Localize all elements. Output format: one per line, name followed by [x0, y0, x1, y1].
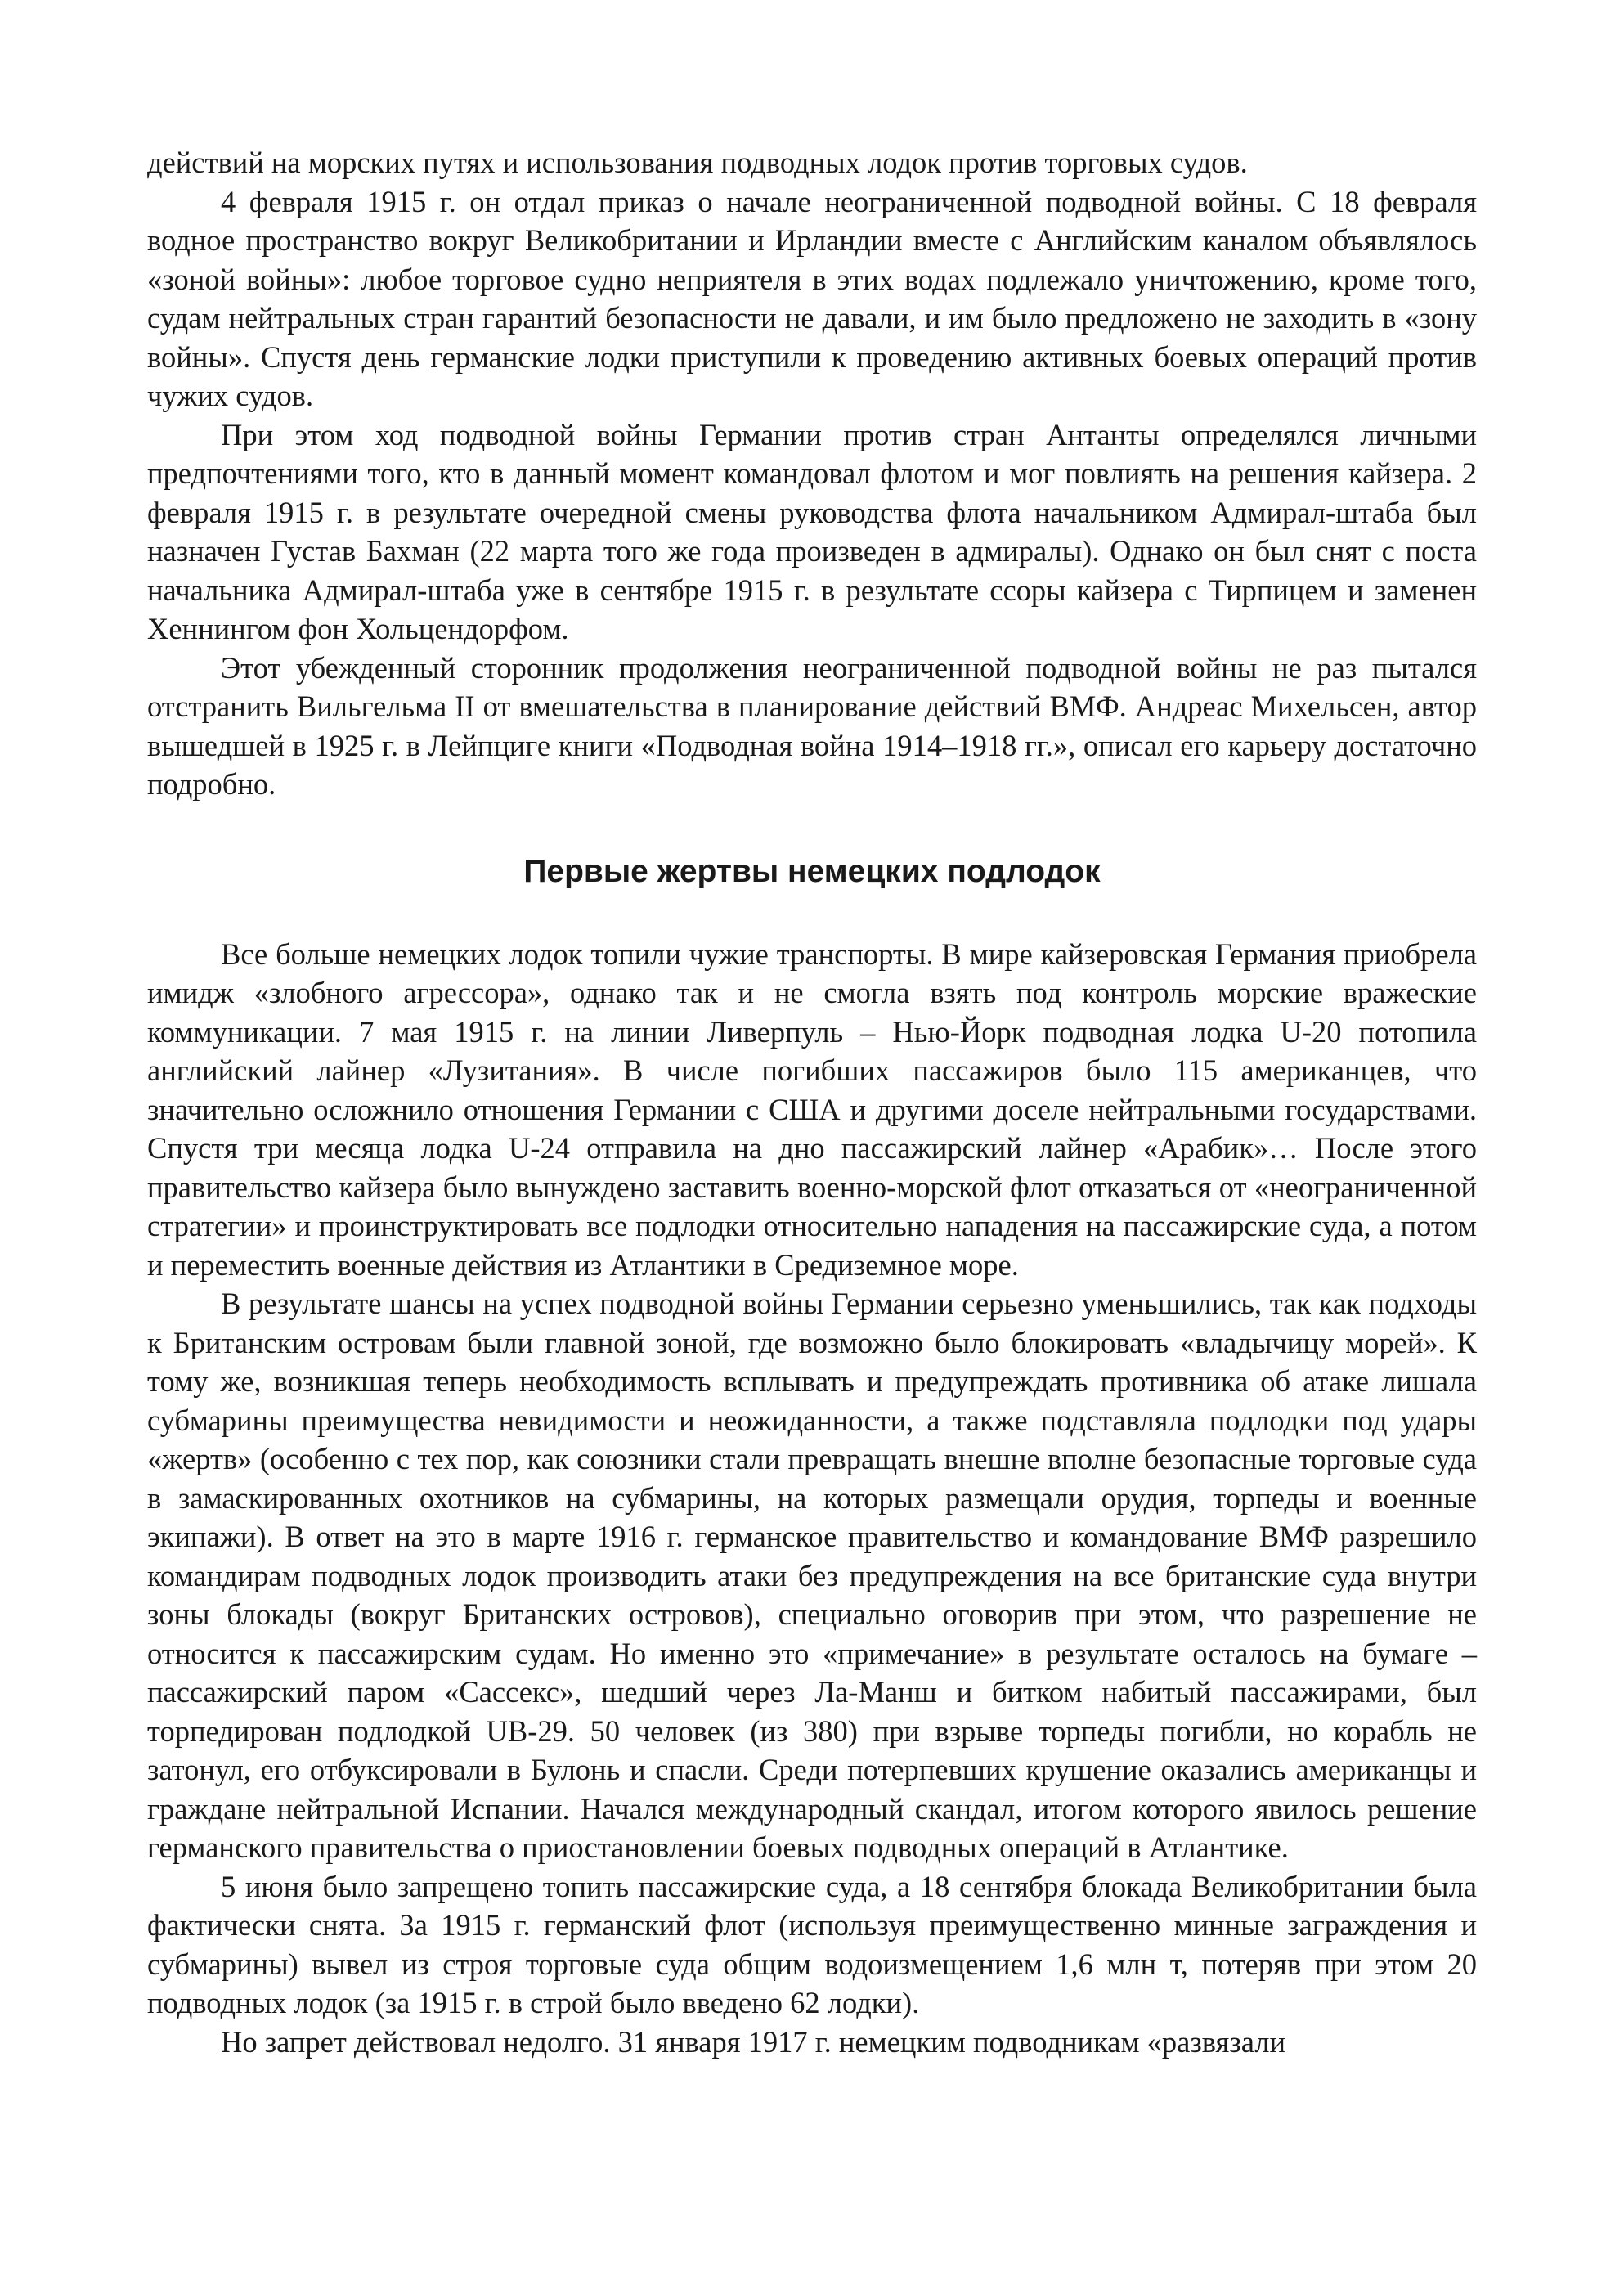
paragraph-unrestricted-war-order: 4 февраля 1915 г. он отдал приказ о начале неограниченной подводной войны. С 18 февраля водное пространство вокруг Великобритании и Ирландии вместе с Английским каналом объявлялось «зоной войны»: любое торговое судно неприятеля в этих водах подлежало уничтожению, кроме того, судам нейтральных стран гарантий безопасности не давали, и им было предложено не заходить в «зону войны». Спустя день германские лодки приступили к проведению активных боевых операций против чужих судов. — [147, 184, 1477, 412]
paragraph-lusitania: Все больше немецких лодок топили чужие транспорты. В мире кайзеровская Германия приобрела имидж «злобного агрессора», однако так и не смогла взять под контроль морские вражеские коммуникации. 7 мая 1915 г. на линии Ливерпуль – Нью-Йорк подводная лодка U-20 потопила английский лайнер «Лузитания». В числе погибших пассажиров было 115 американцев, что значительно осложнило отношения Германии с США и другими доселе нейтральными государствами. Спустя три месяца лодка U-24 отправила на дно пассажирский лайнер «Арабик»… После этого правительство кайзера было вынуждено заставить военно-морской флот отказаться от «неограниченной стратегии» и проинструктировать все подлодки относительно нападения на пассажирские суда, а потом и переместить военные действия из Атлантики в Средиземное море. — [147, 936, 1477, 1282]
paragraph-continued: действий на морских путях и использования подводных лодок против торговых судов. — [147, 146, 1248, 179]
paragraph-sussex: В результате шансы на успех подводной войны Германии серьезно уменьшились, так как подходы к Британским островам были главной зоной, где возможно было блокировать «владычицу морей». К тому же, возникшая теперь необходимость всплывать и предупреждать противника об атаке лишала субмарины преимущества невидимости и неожиданности, а также подставляла подлодки под удары «жертв» (особенно с тех пор, как союзники стали превращать внешне вполне безопасные торговые суда в замаскированных охотников на субмарины, на которых размещали орудия, торпеды и военные экипажи). В ответ на это в марте 1916 г. германское правительство и командование ВМФ разрешило командирам подводных лодок производить атаки без предупреждения на все британские суда внутри зоны блокады (вокруг Британских островов), специально оговорив при этом, что разрешение не относится к пассажирским судам. Но именно это «примечание» в результате осталось на бумаге – пассажирский паром «Сассекс», шедший через Ла-Манш и битком набитый пассажирами, был торпедирован подлодкой UB-29. 50 человек (из 380) при взрыве торпеды погибли, но корабль не затонул, его отбуксировали в Булонь и спасли. Среди потерпевших крушение оказались американцы и граждане нейтральной Испании. Начался международный скандал, итогом которого явилось решение германского правительства о приостановлении боевых подводных операций в Атлантике. — [147, 1287, 1477, 1864]
paragraph-blockade-lifted: 5 июня было запрещено топить пассажирские суда, а 18 сентября блокада Великобритании была фактически снята. За 1915 г. германский флот (используя преимущественно минные заграждения и субмарины) вывел из строя торговые суда общим водоизмещением 1,6 млн т, потеряв при этом 20 подводных лодок (за 1915 г. в строй было введено 62 лодки). — [147, 1869, 1477, 2019]
section-heading: Первые жертвы немецких подлодок — [523, 853, 1101, 889]
paragraph-admiralty-staff: При этом ход подводной войны Германии против стран Антанты определялся личными предпочтениями того, кто в данный момент командовал флотом и мог повлиять на решения кайзера. 2 февраля 1915 г. в результате очередной смены руководства флота начальником Адмирал-штаба был назначен Густав Бахман (22 марта того же года произведен в адмиралы). Однако он был снят с поста начальника Адмирал-штаба уже в сентябре 1915 г. в результате ссоры кайзера с Тирпицем и заменен Хеннингом фон Хольцендорфом. — [147, 417, 1477, 645]
document-page — [147, 143, 1477, 2061]
paragraph-ban-short-lived: Но запрет действовал недолго. 31 января 1917 г. немецким подводникам «развязали — [221, 2024, 1286, 2059]
paragraph-holtzendorff: Этот убежденный сторонник продолжения неограниченной подводной войны не раз пытался отстранить Вильгельма II от вмешательства в планирование действий ВМФ. Андреас Михельсен, автор вышедшей в 1925 г. в Лейпциге книги «Подводная война 1914–1918 гг.», описал его карьеру достаточно подробно. — [147, 650, 1477, 801]
